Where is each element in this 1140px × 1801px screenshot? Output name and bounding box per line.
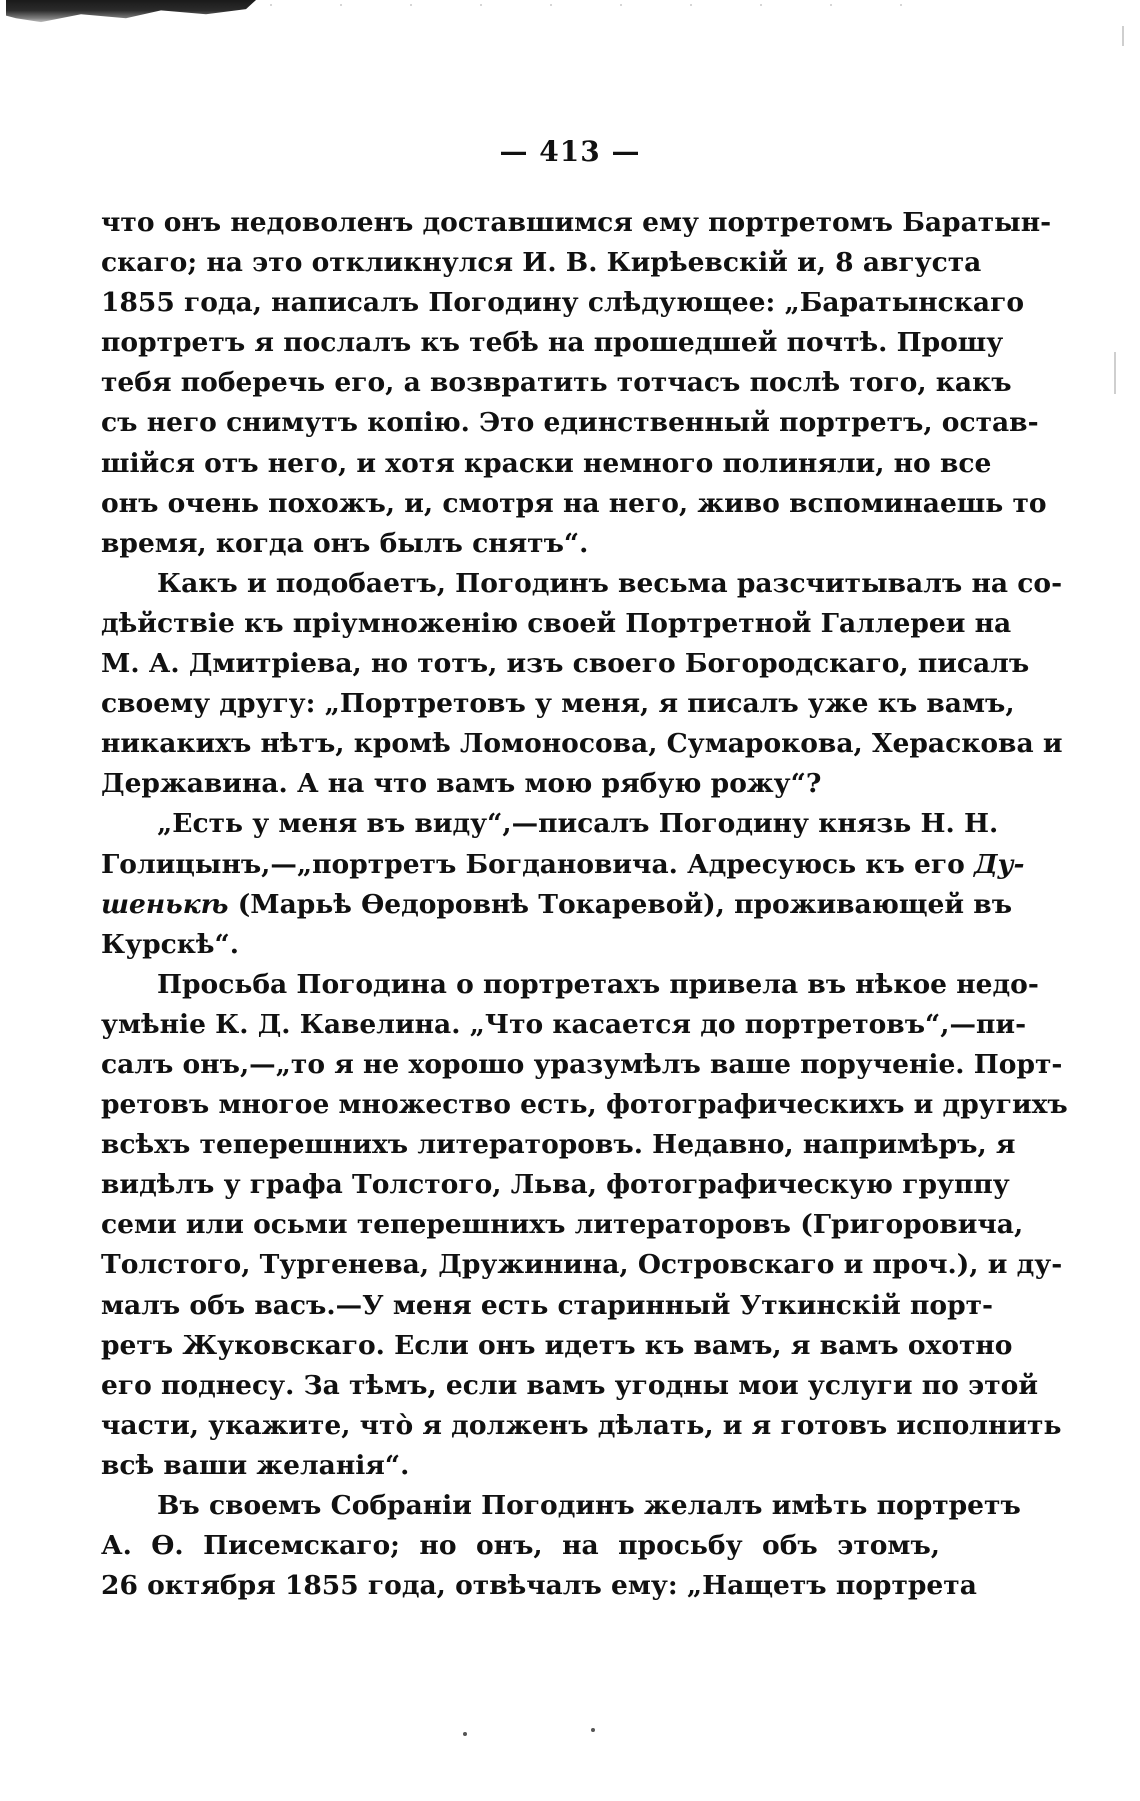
text-line: всѣ ваши желанія“.: [101, 1449, 410, 1481]
text-line: Державина. А на что вамъ мою рябую рожу“?: [101, 768, 822, 800]
scan-margin-mark: [1114, 352, 1116, 394]
italic-title-dushenka: Ду-: [974, 848, 1025, 880]
text-line: [101, 885, 1013, 925]
text-line: что онъ недоволенъ доставшимся ему портретомъ Баратын-: [101, 207, 1052, 238]
text-line: Просьба Погодина о портретахъ привела въ нѣкое недо-: [157, 968, 1039, 1000]
text-segment: Голицынъ,—„портретъ Богдановича. Адресуюсь къ его: [101, 848, 965, 880]
text-line: время, когда онъ былъ снятъ“.: [101, 527, 589, 559]
text-segment: (Марьѣ Өедоровнѣ Токаревой), проживающей въ: [237, 888, 1013, 920]
text-line: его поднесу. За тѣмъ, если вамъ угодны мои услуги по этой: [101, 1369, 1038, 1401]
text-line: съ него снимутъ копію. Это единственный портретъ, остав-: [101, 407, 1039, 439]
text-line: семи или осьми теперешнихъ литераторовъ (Григоровича,: [101, 1209, 1024, 1241]
text-line: „Есть у меня въ виду“,—писалъ Погодину князь Н. Н.: [157, 808, 999, 840]
text-line: Какъ и подобаетъ, Погодинъ весьма разсчитывалъ на со-: [157, 567, 1063, 599]
text-line: салъ онъ,—„то я не хорошо уразумѣлъ ваше порученіе. Порт-: [101, 1048, 1063, 1080]
text-line: ретовъ многое множество есть, фотографическихъ и другихъ: [101, 1089, 1068, 1121]
text-line: дѣйствіе къ пріумноженію своей Портретной Галлереи на: [101, 607, 1012, 639]
text-line: никакихъ нѣтъ, кромѣ Ломоносова, Сумарокова, Хераскова и: [101, 728, 1063, 760]
text-line: Въ своемъ Собраніи Погодинъ желалъ имѣть портретъ: [157, 1490, 1021, 1521]
text-line: видѣлъ у графа Толстого, Льва, фотографическую группу: [101, 1169, 1010, 1201]
text-line: шійся отъ него, и хотя краски немного полиняли, но все: [101, 447, 992, 479]
text-line: онъ очень похожъ, и, смотря на него, живо вспоминаешь то: [101, 487, 1047, 519]
text-line: малъ объ васъ.—У меня есть старинный Уткинскій порт-: [101, 1289, 994, 1321]
scan-speck: [591, 1728, 595, 1732]
text-line: А. Ө. Писемскаго; но онъ, на просьбу объ этомъ,: [101, 1530, 940, 1562]
text-line: портретъ я послалъ къ тебѣ на прошедшей почтѣ. Прошу: [101, 327, 1004, 359]
text-line: своему другу: „Портретовъ у меня, я писалъ уже къ вамъ,: [101, 688, 1015, 720]
page-body-text: [101, 203, 1068, 1606]
text-line: 26 октября 1855 года, отвѣчалъ ему: „Нащетъ портрета: [101, 1570, 977, 1602]
text-line: 1855 года, написалъ Погодину слѣдующее: „Баратынскаго: [101, 287, 1025, 319]
text-line: тебя поберечь его, а возвратить тотчасъ послѣ того, какъ: [101, 367, 1012, 399]
text-line: Толстого, Тургенева, Дружинина, Островскаго и проч.), и ду-: [101, 1249, 1063, 1281]
page-number: — 413 —: [499, 135, 641, 168]
text-line: всѣхъ теперешнихъ литераторовъ. Недавно, напримѣръ, я: [101, 1129, 1016, 1161]
scan-edge-artifact: [6, 0, 256, 26]
text-line: Курскѣ“.: [101, 928, 239, 960]
text-line: скаго; на это откликнулся И. В. Кирѣевскій и, 8 августа: [101, 247, 982, 279]
italic-title-dushenka: шенькѣ: [101, 888, 229, 920]
text-line: части, укажите, что̀ я долженъ дѣлать, и я готовъ исполнить: [101, 1409, 1062, 1441]
text-line: М. А. Дмитріева, но тотъ, изъ своего Богородскаго, писалъ: [101, 648, 1030, 680]
scan-margin-mark: [1122, 26, 1124, 46]
scan-dust-line: [270, 4, 970, 6]
text-line: умѣніе К. Д. Кавелина. „Что касается до портретовъ“,—пи-: [101, 1008, 1027, 1040]
scan-speck: [463, 1732, 467, 1736]
text-line: ретъ Жуковскаго. Если онъ идетъ къ вамъ, я вамъ охотно: [101, 1329, 1013, 1361]
text-line: [101, 845, 1025, 885]
